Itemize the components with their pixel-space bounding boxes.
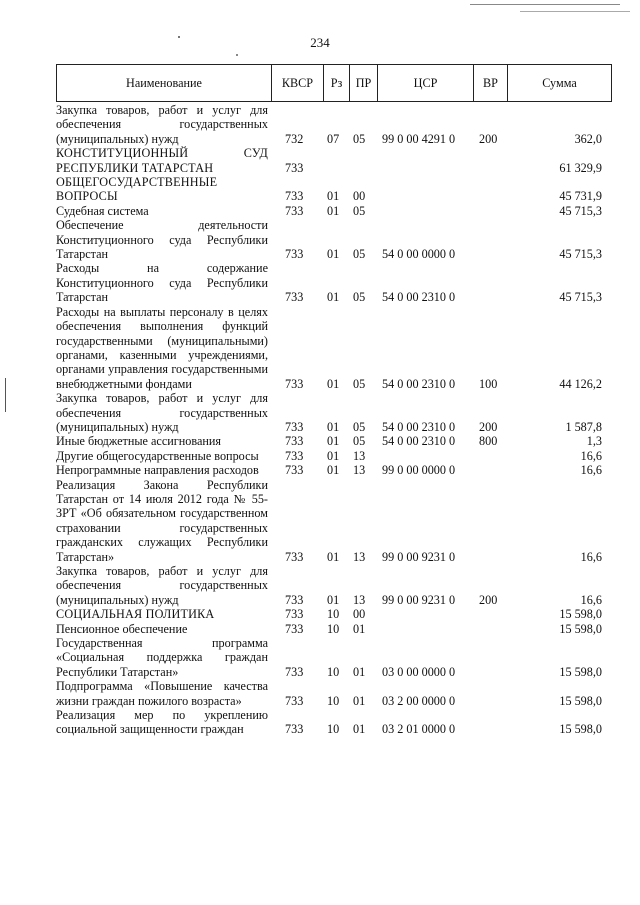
row-kvsr: 733 <box>285 621 304 636</box>
table-row <box>56 218 612 261</box>
table-row <box>56 261 612 304</box>
row-pr: 05 <box>353 247 366 262</box>
row-rz: 01 <box>327 592 340 607</box>
row-sum: 15 598,0 <box>559 722 602 737</box>
row-csr: 99 0 00 0000 0 <box>382 463 456 478</box>
row-rz: 01 <box>327 434 340 449</box>
row-name: СОЦИАЛЬНАЯ ПОЛИТИКА <box>56 607 215 622</box>
row-sum: 1,3 <box>586 434 602 449</box>
row-kvsr: 733 <box>285 463 304 478</box>
row-kvsr: 733 <box>285 592 304 607</box>
row-kvsr: 733 <box>285 693 304 708</box>
row-rz: 07 <box>327 131 340 146</box>
row-pr: 05 <box>353 419 366 434</box>
table-row <box>56 478 612 564</box>
row-name: Другие общегосударственные вопросы <box>56 448 259 463</box>
row-name: Закупка товаров, работ и услуг для обеспечения государственных (муниципальных) нужд <box>56 564 268 607</box>
row-csr: 99 0 00 4291 0 <box>382 131 456 146</box>
row-pr: 13 <box>353 592 366 607</box>
row-sum: 15 598,0 <box>559 693 602 708</box>
row-kvsr: 733 <box>285 607 304 622</box>
row-csr: 54 0 00 0000 0 <box>382 247 456 262</box>
row-vr: 200 <box>479 131 498 146</box>
row-name: Реализация Закона Республики Татарстан от 14 июля 2012 года № 55-ЗРТ «Об обязательном государственном страховании государственных гражданских служащих Республики Татарстан» <box>56 477 268 564</box>
table-row <box>56 708 612 737</box>
row-kvsr: 733 <box>285 189 304 204</box>
row-pr: 05 <box>353 434 366 449</box>
table-row <box>56 103 612 146</box>
row-rz: 01 <box>327 463 340 478</box>
row-pr: 01 <box>353 664 366 679</box>
header-name: Наименование <box>126 76 202 90</box>
row-csr: 54 0 00 2310 0 <box>382 290 456 305</box>
row-rz: 10 <box>327 621 340 636</box>
row-name: Реализация мер по укреплению социальной защищенности граждан <box>56 708 268 737</box>
table-row <box>56 679 612 708</box>
scan-mark-dot-2 <box>236 54 238 56</box>
row-sum: 15 598,0 <box>559 664 602 679</box>
table-row <box>56 564 612 607</box>
row-kvsr: 733 <box>285 664 304 679</box>
row-pr: 05 <box>353 131 366 146</box>
row-pr: 05 <box>353 203 366 218</box>
header-kvsr: КВСР <box>271 65 323 101</box>
row-csr: 03 0 00 0000 0 <box>382 664 456 679</box>
row-rz: 01 <box>327 290 340 305</box>
row-sum: 15 598,0 <box>559 607 602 622</box>
row-rz: 10 <box>327 693 340 708</box>
row-rz: 01 <box>327 376 340 391</box>
row-kvsr: 733 <box>285 419 304 434</box>
row-vr: 200 <box>479 419 498 434</box>
scan-mark-left <box>5 378 6 412</box>
row-sum: 45 715,3 <box>559 247 602 262</box>
row-kvsr: 733 <box>285 448 304 463</box>
header-sum: Сумма <box>507 65 611 101</box>
row-rz: 10 <box>327 722 340 737</box>
row-name: Расходы на выплаты персоналу в целях обеспечения выполнения функций государственными (муниципальными) органами, казенными учреждениями, органами управления государственными внебюджетными фондами <box>56 304 268 391</box>
row-kvsr: 733 <box>285 160 304 175</box>
row-name: ОБЩЕГОСУДАРСТВЕННЫЕ ВОПРОСЫ <box>56 175 218 204</box>
row-csr: 54 0 00 2310 0 <box>382 434 456 449</box>
table-row <box>56 622 612 636</box>
row-sum: 45 731,9 <box>559 189 602 204</box>
row-name: Пенсионное обеспечение <box>56 621 188 636</box>
row-pr: 05 <box>353 290 366 305</box>
table-row <box>56 391 612 434</box>
row-csr: 03 2 00 0000 0 <box>382 693 456 708</box>
header-vr: ВР <box>473 65 507 101</box>
row-name: Непрограммные направления расходов <box>56 463 259 478</box>
row-name: Государственная программа «Социальная поддержка граждан Республики Татарстан» <box>56 636 268 679</box>
row-csr: 03 2 01 0000 0 <box>382 722 456 737</box>
table-row <box>56 204 612 218</box>
header-csr: ЦСР <box>377 65 473 101</box>
row-pr: 13 <box>353 463 366 478</box>
row-csr: 54 0 00 2310 0 <box>382 376 456 391</box>
row-rz: 01 <box>327 203 340 218</box>
row-kvsr: 733 <box>285 549 304 564</box>
row-csr: 99 0 00 9231 0 <box>382 592 456 607</box>
row-kvsr: 733 <box>285 434 304 449</box>
row-sum: 45 715,3 <box>559 203 602 218</box>
row-rz: 01 <box>327 419 340 434</box>
table-body <box>56 103 612 737</box>
row-name: Обеспечение деятельности Конституционного суда Республики Татарстан <box>56 218 268 262</box>
row-pr: 00 <box>353 189 366 204</box>
row-pr: 01 <box>353 621 366 636</box>
table-row <box>56 175 612 204</box>
row-rz: 10 <box>327 664 340 679</box>
row-sum: 61 329,9 <box>559 160 602 175</box>
row-sum: 16,6 <box>580 463 602 478</box>
table-row <box>56 146 612 175</box>
table-header <box>56 64 612 102</box>
row-sum: 15 598,0 <box>559 621 602 636</box>
table-row <box>56 636 612 679</box>
table-row <box>56 305 612 391</box>
row-kvsr: 733 <box>285 247 304 262</box>
table-row <box>56 463 612 477</box>
row-csr: 99 0 00 9231 0 <box>382 549 456 564</box>
row-pr: 01 <box>353 693 366 708</box>
row-sum: 1 587,8 <box>565 419 602 434</box>
scan-line-top-2 <box>520 11 630 12</box>
row-name: Закупка товаров, работ и услуг для обеспечения государственных (муниципальных) нужд <box>56 103 268 146</box>
row-pr: 05 <box>353 376 366 391</box>
row-kvsr: 732 <box>285 131 304 146</box>
row-kvsr: 733 <box>285 722 304 737</box>
row-kvsr: 733 <box>285 203 304 218</box>
row-pr: 13 <box>353 549 366 564</box>
row-name: Иные бюджетные ассигнования <box>56 434 222 449</box>
row-pr: 00 <box>353 607 366 622</box>
page-number: 234 <box>310 35 330 50</box>
row-rz: 10 <box>327 607 340 622</box>
row-name: Подпрограмма «Повышение качества жизни граждан пожилого возраста» <box>56 679 268 708</box>
row-rz: 01 <box>327 189 340 204</box>
row-name: Закупка товаров, работ и услуг для обеспечения государственных (муниципальных) нужд <box>56 391 268 434</box>
row-name: Расходы на содержание Конституционного суда Республики Татарстан <box>56 261 268 305</box>
row-sum: 16,6 <box>580 448 602 463</box>
row-name: Судебная система <box>56 203 149 218</box>
row-rz: 01 <box>327 448 340 463</box>
row-sum: 16,6 <box>580 592 602 607</box>
row-pr: 13 <box>353 448 366 463</box>
header-rz: Рз <box>323 65 349 101</box>
row-sum: 16,6 <box>580 549 602 564</box>
row-name: КОНСТИТУЦИОННЫЙ СУД РЕСПУБЛИКИ ТАТАРСТАН <box>56 146 268 175</box>
table-row <box>56 434 612 448</box>
row-sum: 45 715,3 <box>559 290 602 305</box>
row-kvsr: 733 <box>285 290 304 305</box>
table-row <box>56 607 612 621</box>
row-pr: 01 <box>353 722 366 737</box>
table-row <box>56 449 612 463</box>
row-vr: 100 <box>479 376 498 391</box>
row-rz: 01 <box>327 247 340 262</box>
row-csr: 54 0 00 2310 0 <box>382 419 456 434</box>
row-vr: 200 <box>479 592 498 607</box>
row-sum: 44 126,2 <box>559 376 602 391</box>
row-sum: 362,0 <box>574 131 602 146</box>
row-vr: 800 <box>479 434 498 449</box>
row-rz: 01 <box>327 549 340 564</box>
scan-line-top <box>470 4 620 5</box>
header-pr: ПР <box>349 65 377 101</box>
row-kvsr: 733 <box>285 376 304 391</box>
